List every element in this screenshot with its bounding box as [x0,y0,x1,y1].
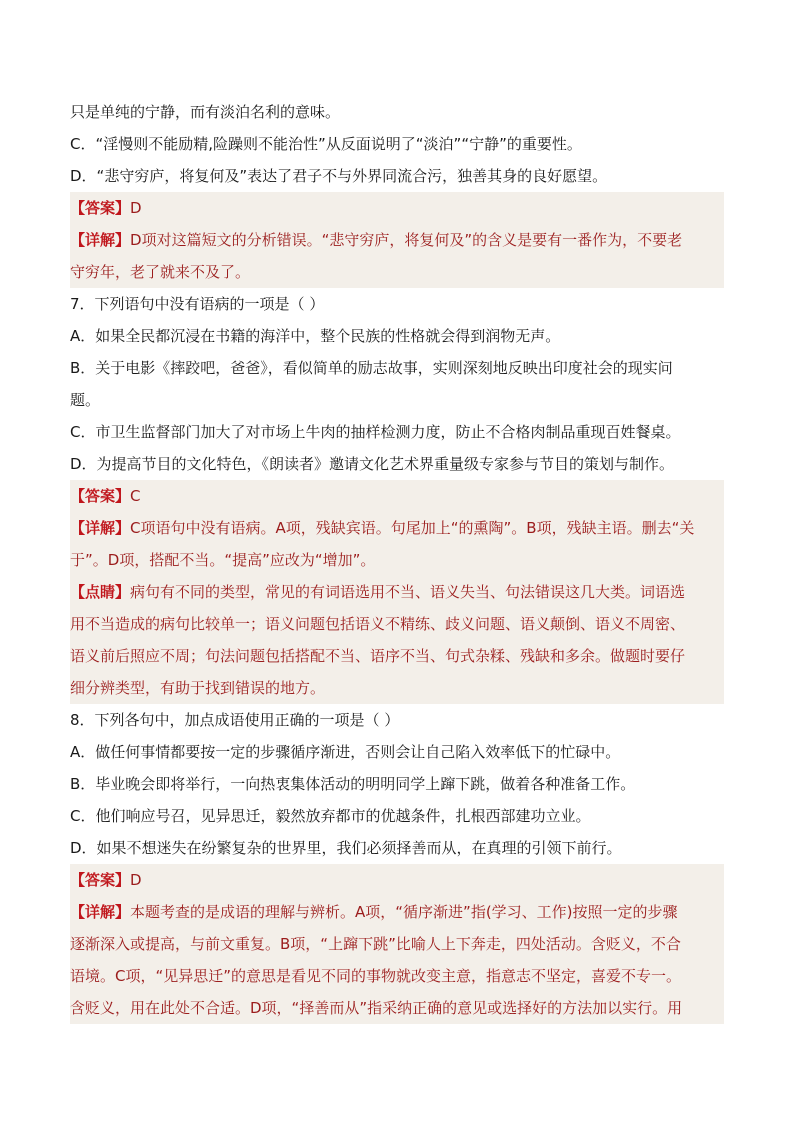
detail-tag: 【详解】 [70,231,131,249]
answer-block [70,480,724,512]
tip-tag: 【点睛】 [70,583,131,601]
detail-line: 守穷年，老了就来不及了。 [70,256,724,288]
answer-tag: 【答案】 [70,871,131,889]
detail-text: C项语句中没有语病。A项，残缺宾语。句尾加上“的熏陶”。B项，残缺主语。删去“关 [130,519,695,537]
tip-line: 语义前后照应不周；句法问题包括搭配不当、语序不当、句式杂糅、残缺和多余。做题时要仔 [70,640,724,672]
option-b: B．毕业晚会即将举行，一向热衷集体活动的明明同学上蹿下跳，做着各种准备工作。 [70,775,636,793]
option-c: C．“淫慢则不能励精,险躁则不能治性”从反面说明了“淡泊”“宁静”的重要性。 [70,135,582,153]
answer-tag: 【答案】 [70,199,131,217]
detail-text: D项对这篇短文的分析错误。“悲守穷庐，将复何及”的含义是要有一番作为，不要老 [130,231,683,249]
detail-line: 语境。C项，“见异思迁”的意思是看见不同的事物就改变主意，指意志不坚定，喜爱不专一。 [70,960,724,992]
option-c: C．市卫生监督部门加大了对市场上牛肉的抽样检测力度，防止不合格肉制品重现百姓餐桌。 [70,423,681,441]
tip-line: 细分辨类型，有助于找到错误的地方。 [70,672,724,704]
question-stem: 7．下列语句中没有语病的一项是（ ） [70,295,325,313]
tip-line [70,576,724,608]
tip-text: 病句有不同的类型，常见的有词语选用不当、语义失当、句法错误这几大类。词语选 [130,583,686,601]
answer-block [70,192,724,224]
document-page [70,96,724,1024]
detail-text: 本题考查的是成语的理解与辨析。A项，“循序渐进”指(学习、工作)按照一定的步骤 [130,903,678,921]
detail-line [70,512,724,544]
detail-tag: 【详解】 [70,519,131,537]
option-b-cont: 题。 [70,391,101,409]
text-line: 只是单纯的宁静，而有淡泊名利的意味。 [70,103,341,121]
question-stem: 8．下列各句中，加点成语使用正确的一项是（ ） [70,711,400,729]
option-d: D．为提高节目的文化特色，《朗读者》邀请文化艺术界重量级专家参与节目的策划与制作。 [70,455,675,473]
detail-line: 含贬义，用在此处不合适。D项，“择善而从”指采纳正确的意见或选择好的方法加以实行。用 [70,992,724,1024]
option-b: B．关于电影《摔跤吧，爸爸》，看似简单的励志故事，实则深刻地反映出印度社会的现实问 [70,359,673,377]
detail-line: 逐渐深入或提高，与前文重复。B项，“上蹿下跳”比喻人上下奔走，四处活动。含贬义，不合 [70,928,724,960]
option-d: D．“悲守穷庐，将复何及”表达了君子不与外界同流合污，独善其身的良好愿望。 [70,167,608,185]
detail-line: 于”。D项，搭配不当。“提高”应改为“增加”。 [70,544,724,576]
answer-value: D [130,199,142,217]
answer-value: D [130,871,142,889]
detail-line [70,896,724,928]
answer-value: C [130,487,141,505]
option-a: A．做任何事情都要按一定的步骤循序渐进，否则会让自己陷入效率低下的忙碌中。 [70,743,621,761]
option-c: C．他们响应号召，见异思迁，毅然放弃都市的优越条件，扎根西部建功立业。 [70,807,591,825]
answer-block [70,864,724,896]
detail-tag: 【详解】 [70,903,131,921]
answer-tag: 【答案】 [70,487,131,505]
option-a: A．如果全民都沉浸在书籍的海洋中，整个民族的性格就会得到润物无声。 [70,327,561,345]
option-d: D．如果不想迷失在纷繁复杂的世界里，我们必须择善而从，在真理的引领下前行。 [70,839,622,857]
tip-line: 用不当造成的病句比较单一；语义问题包括语义不精练、歧义问题、语义颠倒、语义不周密、 [70,608,724,640]
detail-line [70,224,724,256]
